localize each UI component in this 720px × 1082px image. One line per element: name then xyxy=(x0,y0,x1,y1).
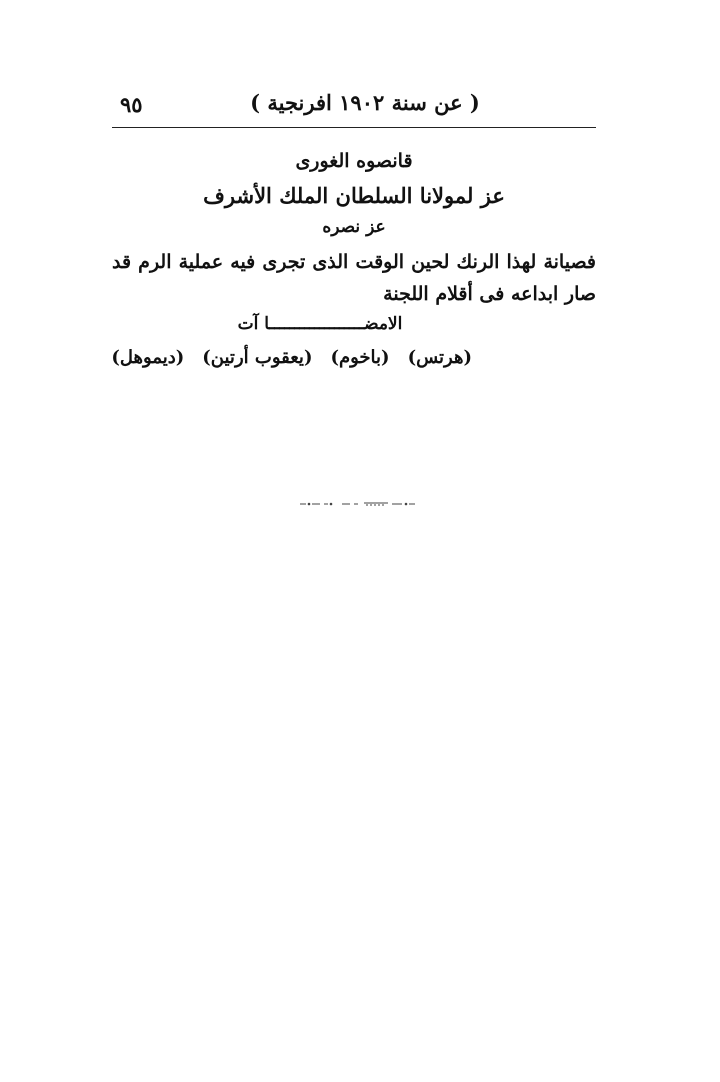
heading-sultan-line: عز لمولانا السلطان الملك الأشرف xyxy=(203,183,505,208)
heading-honorific-line: عز نصره xyxy=(322,217,386,237)
signatory-name: (باخوم) xyxy=(330,347,390,368)
signatories-list xyxy=(112,347,472,368)
section-end-ornament xyxy=(298,500,418,508)
signatures-heading: الامضـــــــــــــــــــا آت xyxy=(237,314,403,334)
heading-name-line: قانصوه الغورى xyxy=(295,150,413,172)
running-header-title: ( عن سنة ١٩٠٢ افرنجية ) xyxy=(250,90,480,115)
header-rule xyxy=(112,127,596,128)
signatory-name: (هرتس) xyxy=(407,347,472,368)
signatory-name: (يعقوب أرتين) xyxy=(202,347,313,368)
page-number: ٩٥ xyxy=(120,92,143,117)
signatory-name: (ديموهل) xyxy=(111,347,185,368)
body-paragraph: فصيانة لهذا الرنك لحين الوقت الذى تجرى فيه عملية الرم قد صار ابداعه فى أقلام اللجنة xyxy=(112,251,596,305)
